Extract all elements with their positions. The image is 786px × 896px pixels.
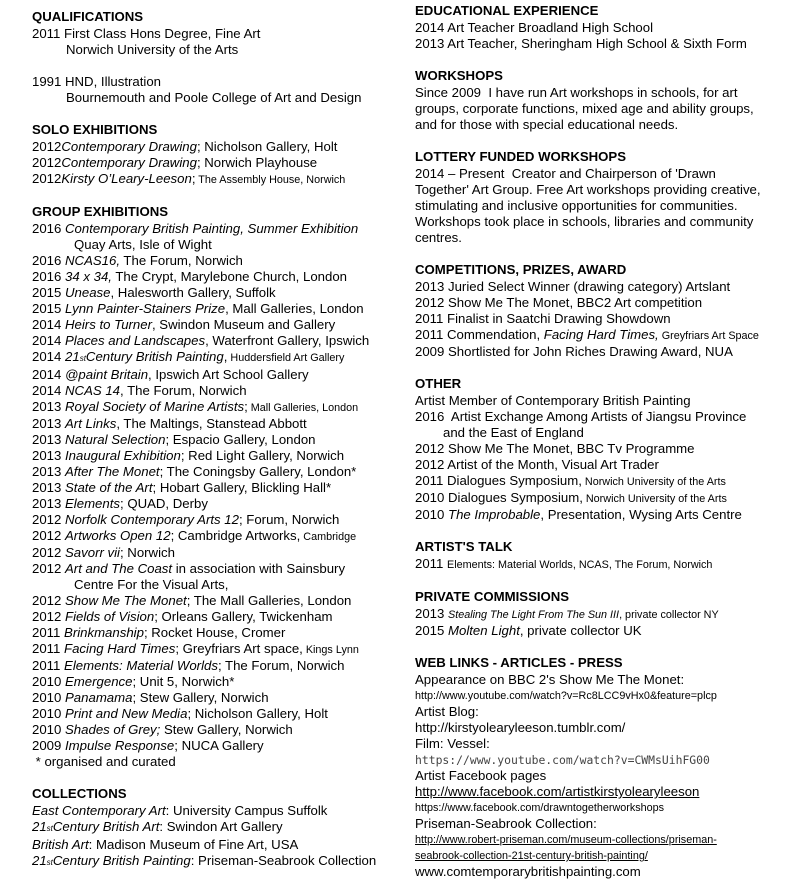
item-detail: , [223,349,228,364]
item-detail: ; Unit 5, Norwich* [132,674,235,689]
item-continuation: Quay Arts, Isle of Wight [74,237,212,252]
group-exhibition-item [32,432,402,448]
item-detail: in association with Sainsbury [172,561,346,576]
workshops-section [415,68,783,133]
item-detail: : Swindon Art Gallery [159,819,283,834]
item-detail: ; [191,171,196,186]
item-continuation: and the East of England [443,425,584,440]
education-item: 2014 Art Teacher Broadland High School [415,20,654,35]
item-year: 2012 [32,593,66,608]
item-title: Contemporary British Painting, Summer Exhibition [65,221,359,236]
group-exhibition-item [32,545,402,561]
group-exhibition-item [32,367,402,383]
group-exhibition-item [32,609,402,625]
other-item [415,507,783,523]
item-year: 2012 [32,609,66,624]
priseman-link-cont[interactable]: seabrook-collection-21st-century-british-painting/ [415,850,648,862]
blog-link[interactable]: http://kirstyolearyleeson.tumblr.com/ [415,720,626,735]
item-detail: ; Stew Gallery, Norwich [132,690,269,705]
other-item [415,490,783,507]
collection-item [32,853,402,871]
workshops-text-line: groups, corporate functions, mixed age and ability groups, [415,101,754,116]
item-title: Royal Society of Marine Artists [65,399,245,414]
item-small-detail: Norwich University of the Arts [581,476,726,488]
group-exhibition-item [32,658,402,674]
group-exhibition-item [32,253,402,269]
artists-talk-section [415,539,783,573]
item-title: Show Me The Monet [65,593,187,608]
item-title: NCAS16, [65,253,120,268]
facebook-link-workshops[interactable]: https://www.facebook.com/drawntogetherworkshops [415,802,665,814]
item-title: Lynn Painter-Stainers Prize [65,301,226,316]
item-detail: , Halesworth Gallery, Suffolk [110,285,276,300]
web-links-section [415,655,783,880]
item-detail: ; Nicholson Gallery, Holt [196,139,338,154]
item-title: Savorr vii [65,545,120,560]
item-year: 2016 [32,253,66,268]
item-detail: ; Hobart Gallery, Blickling Hall* [152,480,332,495]
item-title: @paint Britain [65,367,149,382]
item-title: NCAS 14 [65,383,120,398]
group-exhibition-item [32,349,402,367]
group-exhibition-item [32,690,402,706]
education-heading: EDUCATIONAL EXPERIENCE [415,3,599,18]
item-year: 2016 [32,221,66,236]
item-detail: ; The Coningsby Gallery, London* [159,464,357,479]
vessel-link[interactable]: https://www.youtube.com/watch?v=CWMsUihFG00 [415,753,710,767]
item-text: 2012 Show Me The Monet, BBC2 Art competition [415,295,703,310]
item-small-detail: Cambridge [300,531,357,543]
item-title: Emergence [65,674,133,689]
competitions-section [415,262,783,360]
group-exhibition-item [32,561,402,577]
group-exhibition-item [32,464,402,480]
item-text: 2013 Juried Select Winner (drawing category) Artslant [415,279,731,294]
item-continuation: Centre For the Visual Arts, [74,577,229,592]
item-year: 2011 [32,658,65,673]
collection-item [32,837,402,853]
ordinal-suffix: st [46,858,53,867]
qualification-institution: Bournemouth and Poole College of Art and Design [66,90,362,105]
collection-item [32,803,402,819]
item-year: 2012 [32,171,62,186]
group-exhibition-item [32,317,402,333]
item-detail: : University Campus Suffolk [165,803,328,818]
item-title: Heirs to Turner [65,317,152,332]
item-year: 2013 [32,464,66,479]
item-year: 2010 [32,690,66,705]
item-title: Norfolk Contemporary Arts 12 [65,512,239,527]
solo-exhibitions-list [32,139,402,188]
curated-note: * organised and curated [32,754,176,769]
group-exhibition-item [32,738,402,754]
item-text: 2010 [415,507,449,522]
group-exhibition-item [32,674,402,690]
item-title: Shades of Grey; [65,722,161,737]
group-exhibition-item [32,416,402,432]
group-exhibitions-list [32,221,402,754]
bbc-link[interactable]: http://www.youtube.com/watch?v=Rc8LCC9vHx0&feature=plcp [415,690,717,702]
lottery-text-line: Workshops took place in schools, libraries and community [415,214,754,229]
solo-exhibition-item [32,155,402,171]
item-text: 2011 Commendation, [415,327,544,342]
qualifications-section [32,9,402,106]
item-detail: The Forum, Norwich [120,253,243,268]
collection-item [32,819,402,837]
item-title: Places and Landscapes [65,333,206,348]
item-title: Elements: Material Worlds [64,658,218,673]
item-year: 2011 [32,641,65,656]
other-section [415,376,783,523]
item-small-detail: Huddersfield Art Gallery [227,352,345,364]
item-year: 2013 [32,448,66,463]
other-item [415,457,783,473]
group-exhibition-item [32,221,402,237]
commissions-section [415,589,783,639]
item-detail: , Swindon Museum and Gallery [151,317,336,332]
item-detail: ; Norwich [119,545,175,560]
item-detail: , Presentation, Wysing Arts Centre [540,507,742,522]
item-year: 2012 [32,545,66,560]
group-exhibition-item [32,641,402,658]
item-detail: , Mall Galleries, London [225,301,364,316]
item-detail: ; Red Light Gallery, Norwich [180,448,345,463]
item-year: 2015 [32,301,66,316]
item-detail: : Madison Museum of Fine Art, USA [88,837,299,852]
item-year: 2013 [32,399,66,414]
item-detail: The Crypt, Marylebone Church, London [111,269,348,284]
item-detail: ; Espacio Gallery, London [165,432,316,447]
item-year: 2010 [32,674,66,689]
qualification-institution: Norwich University of the Arts [66,42,239,57]
item-year: 2012 [32,528,66,543]
item-small-detail: Greyfriars Art Space [658,330,759,342]
item-detail: ; Orleans Gallery, Twickenham [154,609,333,624]
item-detail: : Priseman-Seabrook Collection [190,853,377,868]
item-year: 2009 [32,738,66,753]
item-detail: ; Norwich Playhouse [196,155,318,170]
item-title: Fields of Vision [65,609,155,624]
collections-section [32,786,402,871]
item-title: British Art [32,837,89,852]
ordinal-suffix: st [46,824,53,833]
item-title: Impulse Response [65,738,175,753]
commission-item: 2013 Stealing The Light From The Sun III, private collector NY [415,606,719,621]
item-text: 2010 Dialogues Symposium, [415,490,583,505]
item-year: 2010 [32,722,66,737]
blog-label: Artist Blog: [415,704,479,719]
item-title: Artworks Open 12 [65,528,171,543]
lottery-text-line: 2014 – Present Creator and Chairperson of 'Drawn [415,166,716,181]
bbc-label: Appearance on BBC 2's Show Me The Monet: [415,672,685,687]
item-year: 2012 [32,512,66,527]
cbp-link[interactable]: www.comtemporarybritishpainting.com [415,864,641,879]
item-title: Century British Art [52,819,160,834]
item-title: Inaugural Exhibition [65,448,181,463]
item-detail: , The Forum, Norwich [120,383,247,398]
item-title: Contemporary Drawing [61,139,197,154]
item-title: Natural Selection [65,432,166,447]
item-title: Unease [65,285,111,300]
item-year: 2011 [32,625,65,640]
other-item [415,393,783,409]
solo-exhibition-item [32,171,402,188]
item-text: 2011 Finalist in Saatchi Drawing Showdown [415,311,671,326]
item-title: Art Links [65,416,117,431]
item-detail: , Ipswich Art School Gallery [148,367,309,382]
item-title: Facing Hard Times [64,641,176,656]
item-title: Art and The Coast [65,561,173,576]
item-detail: Stew Gallery, Norwich [160,722,293,737]
lottery-section [415,149,783,246]
item-title: Facing Hard Times, [543,327,659,342]
item-text: 2012 Show Me The Monet, BBC Tv Programme [415,441,695,456]
group-exhibition-item [32,512,402,528]
item-title: 21 [32,819,47,834]
priseman-label: Priseman-Seabrook Collection: [415,816,597,831]
competition-item [415,295,783,311]
item-detail: ; QUAD, Derby [120,496,208,511]
item-year: 2012 [32,155,62,170]
right-column [415,0,783,896]
item-detail: ; [244,399,248,414]
item-small-detail: Kings Lynn [302,644,359,656]
competition-item [415,344,783,360]
group-exhibition-item [32,301,402,317]
item-text: Artist Member of Contemporary British Painting [415,393,691,408]
group-exhibition-item [32,528,402,545]
commissions-heading: PRIVATE COMMISSIONS [415,589,570,604]
group-exhibition-item [32,399,402,416]
item-text: 2009 Shortlisted for John Riches Drawing Award, NUA [415,344,733,359]
item-small-detail: Mall Galleries, London [247,402,359,414]
other-list [415,393,783,523]
item-detail: ; Cambridge Artworks, [170,528,301,543]
item-detail: ; The Mall Galleries, London [186,593,352,608]
item-detail: ; Greyfriars Art space, [175,641,303,656]
other-item [415,441,783,457]
group-exhibition-item [32,480,402,496]
facebook-label: Artist Facebook pages [415,768,547,783]
education-item: 2013 Art Teacher, Sheringham High School & Sixth Form [415,36,747,51]
item-title: Kirsty O’Leary-Leeson [61,171,192,186]
other-item [415,409,783,425]
collections-list [32,803,402,871]
item-title: After The Monet [65,464,160,479]
item-detail: , Waterfront Gallery, Ipswich [205,333,370,348]
item-title: East Contemporary Art [32,803,166,818]
item-year: 2014 [32,367,66,382]
qualification-line: 2011 First Class Hons Degree, Fine Art [32,26,261,41]
group-exhibition-item [32,593,402,609]
competition-item [415,327,783,344]
item-year: 2013 [32,432,66,447]
solo-exhibitions-section [32,122,402,188]
item-title: Century British Painting [52,853,191,868]
group-exhibition-item [32,383,402,399]
group-exhibition-item [32,269,402,285]
lottery-heading: LOTTERY FUNDED WORKSHOPS [415,149,627,164]
vessel-label: Film: Vessel: [415,736,490,751]
competition-item [415,279,783,295]
item-year: 2010 [32,706,66,721]
item-detail: ; Forum, Norwich [238,512,340,527]
item-text: 2012 Artist of the Month, Visual Art Trader [415,457,659,472]
item-year: 2015 [32,285,66,300]
workshops-text-line: and for those with special educational needs. [415,117,679,132]
item-title: 21 [65,349,80,364]
web-links-heading: WEB LINKS - ARTICLES - PRESS [415,655,623,670]
item-detail: ; The Forum, Norwich [217,658,345,673]
collections-heading: COLLECTIONS [32,786,127,801]
item-title: 34 x 34, [65,269,112,284]
item-year: 2014 [32,383,66,398]
item-year: 2013 [32,496,66,511]
group-exhibition-item [32,333,402,349]
workshops-text-line: Since 2009 I have run Art workshops in schools, for art [415,85,738,100]
qualification-line: 1991 HND, Illustration [32,74,162,89]
item-year: 2012 [32,139,62,154]
group-exhibition-item [32,285,402,301]
group-exhibition-item [32,706,402,722]
item-year: 2013 [32,416,66,431]
item-title: 21 [32,853,47,868]
item-detail: ; Nicholson Gallery, Holt [187,706,328,721]
item-title: Elements [65,496,120,511]
other-item [415,473,783,490]
item-detail: , The Maltings, Stanstead Abbott [116,416,307,431]
facebook-link-artist[interactable]: http://www.facebook.com/artistkirstyolearyleeson [415,784,700,799]
item-year: 2012 [32,561,66,576]
lottery-text-line: centres. [415,230,462,245]
item-text: 2011 Dialogues Symposium, [415,473,582,488]
item-small-detail: Norwich University of the Arts [582,493,727,505]
item-title: State of the Art [65,480,153,495]
group-exhibitions-heading: GROUP EXHIBITIONS [32,204,169,219]
competitions-list [415,279,783,360]
talk-item: 2011 Elements: Material Worlds, NCAS, The Forum, Norwich [415,556,713,571]
item-year: 2013 [32,480,66,495]
item-title: Contemporary Drawing [61,155,197,170]
item-year: 2014 [32,349,66,364]
item-detail: ; Rocket House, Cromer [143,625,286,640]
lottery-text-line: Together' Art Group. Free Art workshops providing creative, [415,182,761,197]
left-column [32,0,402,887]
group-exhibition-item [32,625,402,641]
group-exhibition-item [32,448,402,464]
ordinal-suffix: st [79,354,86,363]
group-exhibition-item [32,722,402,738]
group-exhibition-item [32,496,402,512]
lottery-text-line: stimulating and inclusive opportunities for communities. [415,198,738,213]
qualifications-heading: QUALIFICATIONS [32,9,144,24]
item-detail: ; NUCA Gallery [174,738,264,753]
artists-talk-heading: ARTIST'S TALK [415,539,513,554]
item-title: Print and New Media [65,706,188,721]
education-section [415,3,783,52]
item-year: 2016 [32,269,66,284]
item-text: 2016 Artist Exchange Among Artists of Jiangsu Province [415,409,747,424]
solo-exhibition-item [32,139,402,155]
workshops-heading: WORKSHOPS [415,68,503,83]
item-title: Century British Painting [85,349,224,364]
solo-exhibitions-heading: SOLO EXHIBITIONS [32,122,158,137]
competition-item [415,311,783,327]
item-year: 2014 [32,317,66,332]
commission-item: 2015 Molten Light, private collector UK [415,623,642,638]
item-small-detail: The Assembly House, Norwich [195,174,346,186]
item-title: Panamama [65,690,133,705]
other-heading: OTHER [415,376,462,391]
competitions-heading: COMPETITIONS, PRIZES, AWARD [415,262,627,277]
item-year: 2014 [32,333,66,348]
priseman-link[interactable]: http://www.robert-priseman.com/museum-collections/priseman- [415,834,717,846]
group-exhibitions-section [32,204,402,770]
item-title: The Improbable [448,507,541,522]
item-title: Brinkmanship [64,625,144,640]
